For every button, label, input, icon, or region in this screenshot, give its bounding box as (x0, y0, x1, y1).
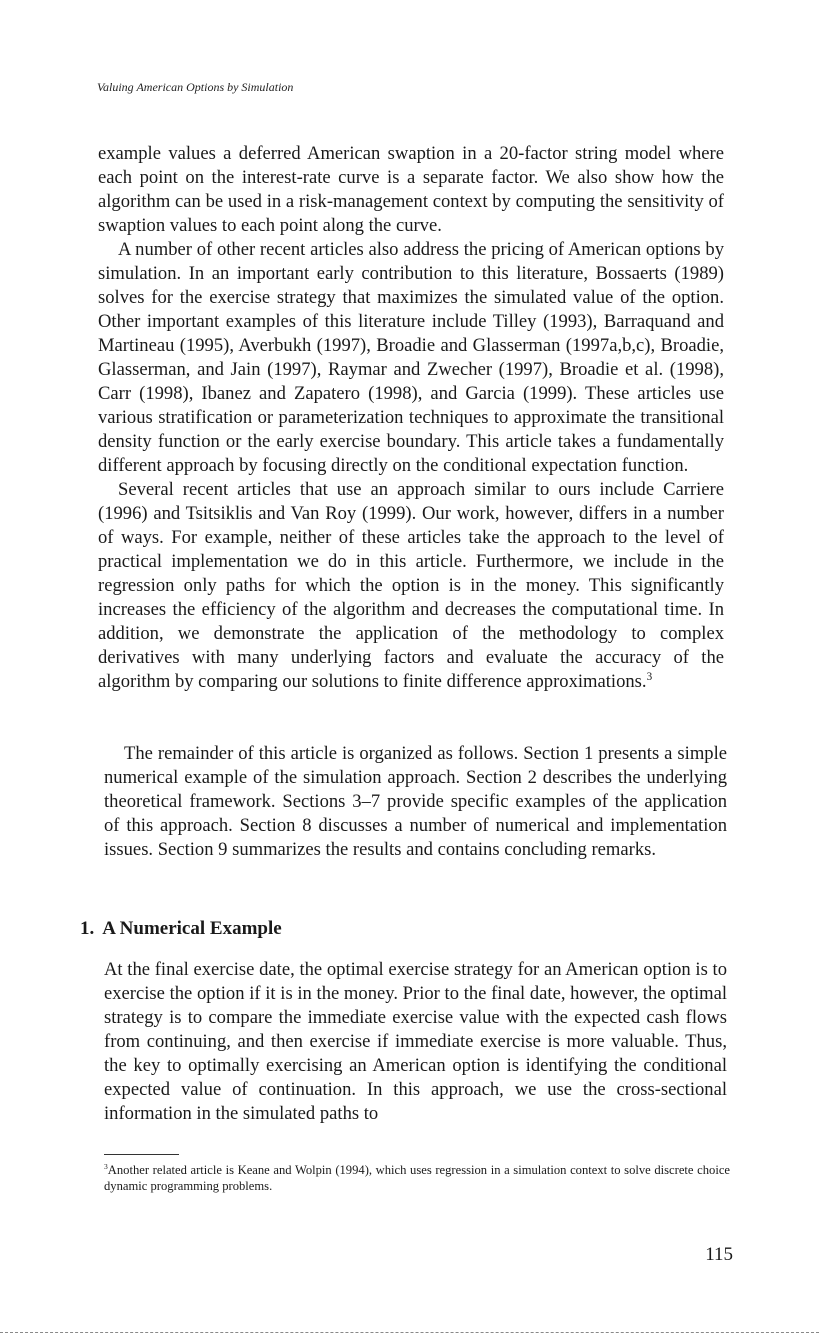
footnote-divider (104, 1154, 179, 1155)
paragraph: example values a deferred American swaption in a 20-factor string model where each point on the interest-rate curve is a separate factor. We also show how the algorithm can be used in a risk-management context by computing the sensitivity of swaption values to each point along the curve. (98, 143, 724, 236)
paragraph-text: Several recent articles that use an approach similar to ours include Carriere (1996) and Tsitsiklis and Van Roy (1999). Our work, however, differs in a number of ways. For example, neither of these articles take the approach to the level of practical implementation we do in this article. Furthermore, we include in the regression only paths for which the option is in the money. This significantly increases the efficiency of the algorithm and decreases the computational time. In addition, we demonstrate the application of the methodology to complex derivatives with many underlying factors and evaluate the accuracy of the algorithm by comparing our solutions to finite difference approximations. (98, 479, 724, 692)
footnote-marker: 3 (104, 1161, 108, 1171)
page-number: 115 (705, 1244, 733, 1265)
page-bottom-edge (0, 1332, 819, 1333)
section-title: A Numerical Example (102, 918, 282, 939)
body-text-top (98, 142, 724, 694)
paragraph-with-footnote (98, 478, 724, 694)
footnote-reference[interactable]: 3 (646, 670, 653, 683)
footnote-text: Another related article is Keane and Wolpin (1994), which uses regression in a simulation context to solve discrete choice dynamic programming problems. (104, 1163, 730, 1193)
section-heading (80, 918, 290, 940)
paragraph: At the final exercise date, the optimal exercise strategy for an American option is to exercise the option if it is in the money. Prior to the final date, however, the optimal strategy is to compare the immediate exercise value with the expected cash flows from continuing, and then exercise if immediate exercise is more valuable. Thus, the key to optimally exercising an American option is identifying the conditional expected value of continuation. In this approach, we use the cross-sectional information in the simulated paths to (104, 959, 727, 1124)
paragraph: The remainder of this article is organized as follows. Section 1 presents a simple numerical example of the simulation approach. Section 2 describes the underlying theoretical framework. Sections 3–7 provide specific examples of the application of this approach. Section 8 discusses a number of numerical and implementation issues. Section 9 summarizes the results and contains concluding remarks. (104, 743, 727, 860)
body-text-remainder (104, 742, 727, 862)
running-head: Valuing American Options by Simulation (97, 80, 294, 94)
paragraph: A number of other recent articles also address the pricing of American options by simulation. In an important early contribution to this literature, Bossaerts (1989) solves for the exercise strategy that maximizes the simulated value of the option. Other important examples of this literature include Tilley (1993), Barraquand and Martineau (1995), Averbukh (1997), Broadie and Glasserman (1997a,b,c), Broadie, Glasserman, and Jain (1997), Raymar and Zwecher (1997), Broadie et al. (1998), Carr (1998), Ibanez and Zapatero (1998), and Garcia (1999). These articles use various stratification or parameterization techniques to approximate the transitional density function or the early exercise boundary. This article takes a fundamentally different approach by focusing directly on the conditional expectation function. (98, 239, 724, 476)
footnote (104, 1162, 730, 1194)
section-number: 1. (80, 918, 95, 939)
body-text-section (104, 958, 727, 1126)
